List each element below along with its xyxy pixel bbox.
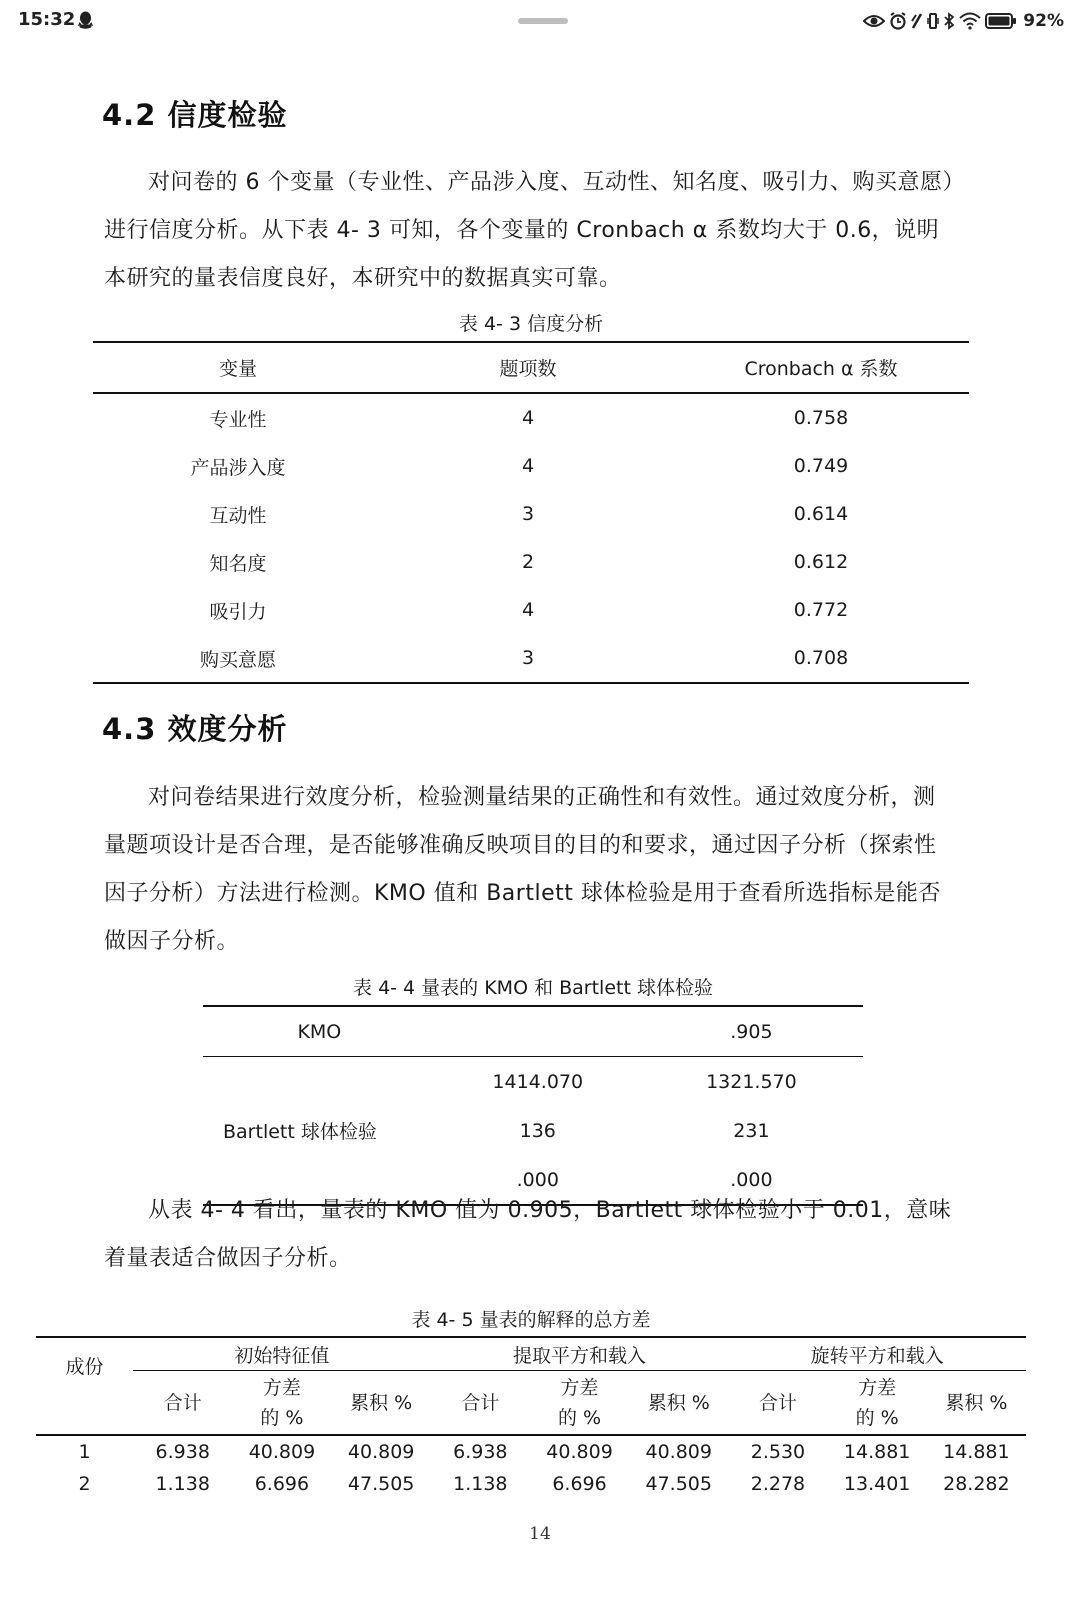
cell-variable: 产品涉入度 <box>190 456 286 479</box>
header-item-count: 题项数 <box>383 342 673 393</box>
header-group-extraction: 提取平方和载入 <box>431 1337 729 1371</box>
empty-cell <box>436 1006 640 1057</box>
cell-count: 2 <box>521 551 535 573</box>
header-group-rotation: 旋转平方和载入 <box>728 1337 1026 1371</box>
page-number: 14 <box>529 1524 551 1544</box>
battery-percent: 92% <box>1023 11 1064 31</box>
paragraph-validity: 对问卷结果进行效度分析，检验测量结果的正确性和有效性。通过效度分析，测量题项设计是否合理，是否能够准确反映项目的目的和要求，通过因子分析（探索性因子分析）方法进行检测。KMO 值和 Bartlett 球体检验是用于查看所选指标是能否做因子分析。 <box>104 785 941 954</box>
cell-value: 2.530 <box>750 1441 806 1463</box>
header-variance-pct: 方差的 % <box>530 1371 629 1436</box>
cell-variable: 专业性 <box>209 408 267 431</box>
cell-component: 1 <box>78 1441 91 1463</box>
header-variance-pct: 方差的 % <box>232 1371 331 1436</box>
cell-value: 6.938 <box>453 1441 508 1463</box>
table-row <box>36 1435 1026 1468</box>
cell-value: 40.809 <box>546 1441 613 1463</box>
cell-alpha: 0.749 <box>793 455 849 477</box>
cell-value: 6.696 <box>254 1473 310 1495</box>
table-row <box>203 1057 863 1107</box>
table-row <box>93 393 969 442</box>
header-total: 合计 <box>133 1371 232 1436</box>
header-total: 合计 <box>728 1371 827 1436</box>
cell-variable: 购买意愿 <box>199 648 276 671</box>
cell-value: 13.401 <box>843 1473 911 1495</box>
kmo-label: KMO <box>203 1006 436 1057</box>
cell-count: 3 <box>521 647 535 669</box>
header-cumulative-pct: 累积 % <box>927 1371 1026 1436</box>
variance-table <box>36 1336 1026 1500</box>
status-time: 15:32 <box>18 9 76 30</box>
kmo-bartlett-table <box>203 1005 863 1206</box>
header-group-initial: 初始特征值 <box>133 1337 431 1371</box>
cell-variable: 吸引力 <box>209 600 267 623</box>
bartlett-cell: .000 <box>516 1168 559 1191</box>
header-cumulative-pct: 累积 % <box>332 1371 431 1436</box>
bartlett-cell: .000 <box>730 1168 773 1191</box>
bartlett-cell: 231 <box>733 1119 770 1142</box>
cell-alpha: 0.612 <box>793 551 849 573</box>
cell-value: 1.138 <box>155 1473 210 1495</box>
cell-count: 4 <box>521 455 535 477</box>
header-variance-pct: 方差的 % <box>828 1371 927 1436</box>
table-caption-4-3: 表 4- 3 信度分析 <box>458 313 604 335</box>
cell-value: 40.809 <box>347 1441 415 1463</box>
kmo-value: .905 <box>640 1006 863 1057</box>
bartlett-cell: 136 <box>519 1119 556 1142</box>
table-row <box>93 586 969 634</box>
cell-variable: 知名度 <box>209 552 267 575</box>
header-component: 成份 <box>36 1337 133 1435</box>
table-row <box>36 1468 1026 1500</box>
header-cronbach: Cronbach α 系数 <box>673 342 969 393</box>
reliability-table <box>93 341 969 684</box>
cell-value: 1.138 <box>453 1473 508 1495</box>
table-row <box>203 1006 863 1057</box>
paragraph-kmo-result: 从表 4- 4 看出，量表的 KMO 值为 0.905，Bartlett 球体检验小于 0.01，意味着量表适合做因子分析。 <box>104 1198 952 1271</box>
cell-value: 28.282 <box>943 1473 1010 1495</box>
paragraph-reliability: 对问卷的 6 个变量（专业性、产品涉入度、互动性、知名度、吸引力、购买意愿）进行信度分析。从下表 4- 3 可知，各个变量的 Cronbach α 系数均大于 0.6，说明本研究的量表信度良好，本研究中的数据真实可靠。 <box>104 170 954 291</box>
table-caption-4-4: 表 4- 4 量表的 KMO 和 Bartlett 球体检验 <box>353 977 713 999</box>
cell-value: 47.505 <box>347 1473 415 1495</box>
cell-alpha: 0.772 <box>793 599 849 621</box>
cell-alpha: 0.708 <box>793 647 849 669</box>
cell-value: 14.881 <box>943 1441 1010 1463</box>
table-row <box>93 634 969 683</box>
cell-alpha: 0.614 <box>793 503 849 525</box>
table-caption-4-5: 表 4- 5 量表的解释的总方差 <box>411 1309 651 1331</box>
header-total: 合计 <box>431 1371 530 1436</box>
cell-value: 40.809 <box>645 1441 712 1463</box>
cell-value: 6.696 <box>552 1473 607 1495</box>
header-variable: 变量 <box>93 342 383 393</box>
table-row <box>93 538 969 586</box>
cell-count: 3 <box>521 503 535 525</box>
cell-value: 6.938 <box>155 1441 210 1463</box>
header-cumulative-pct: 累积 % <box>629 1371 728 1436</box>
cell-alpha: 0.758 <box>793 407 849 429</box>
cell-value: 40.809 <box>248 1441 316 1463</box>
bartlett-label: Bartlett 球体检验 <box>223 1121 377 1143</box>
section-heading-4-2: 4.2 信度检验 <box>102 98 288 132</box>
cell-component: 2 <box>78 1473 91 1495</box>
cell-count: 4 <box>521 599 535 621</box>
cell-value: 14.881 <box>843 1441 911 1463</box>
table-row <box>93 442 969 490</box>
section-heading-4-3: 4.3 效度分析 <box>102 712 288 746</box>
cell-count: 4 <box>521 407 535 429</box>
cell-value: 47.505 <box>645 1473 712 1495</box>
table-row <box>93 490 969 538</box>
cell-value: 2.278 <box>750 1473 806 1495</box>
bartlett-cell: 1414.070 <box>492 1070 584 1093</box>
cell-variable: 互动性 <box>209 504 267 527</box>
bartlett-cell: 1321.570 <box>706 1070 797 1093</box>
